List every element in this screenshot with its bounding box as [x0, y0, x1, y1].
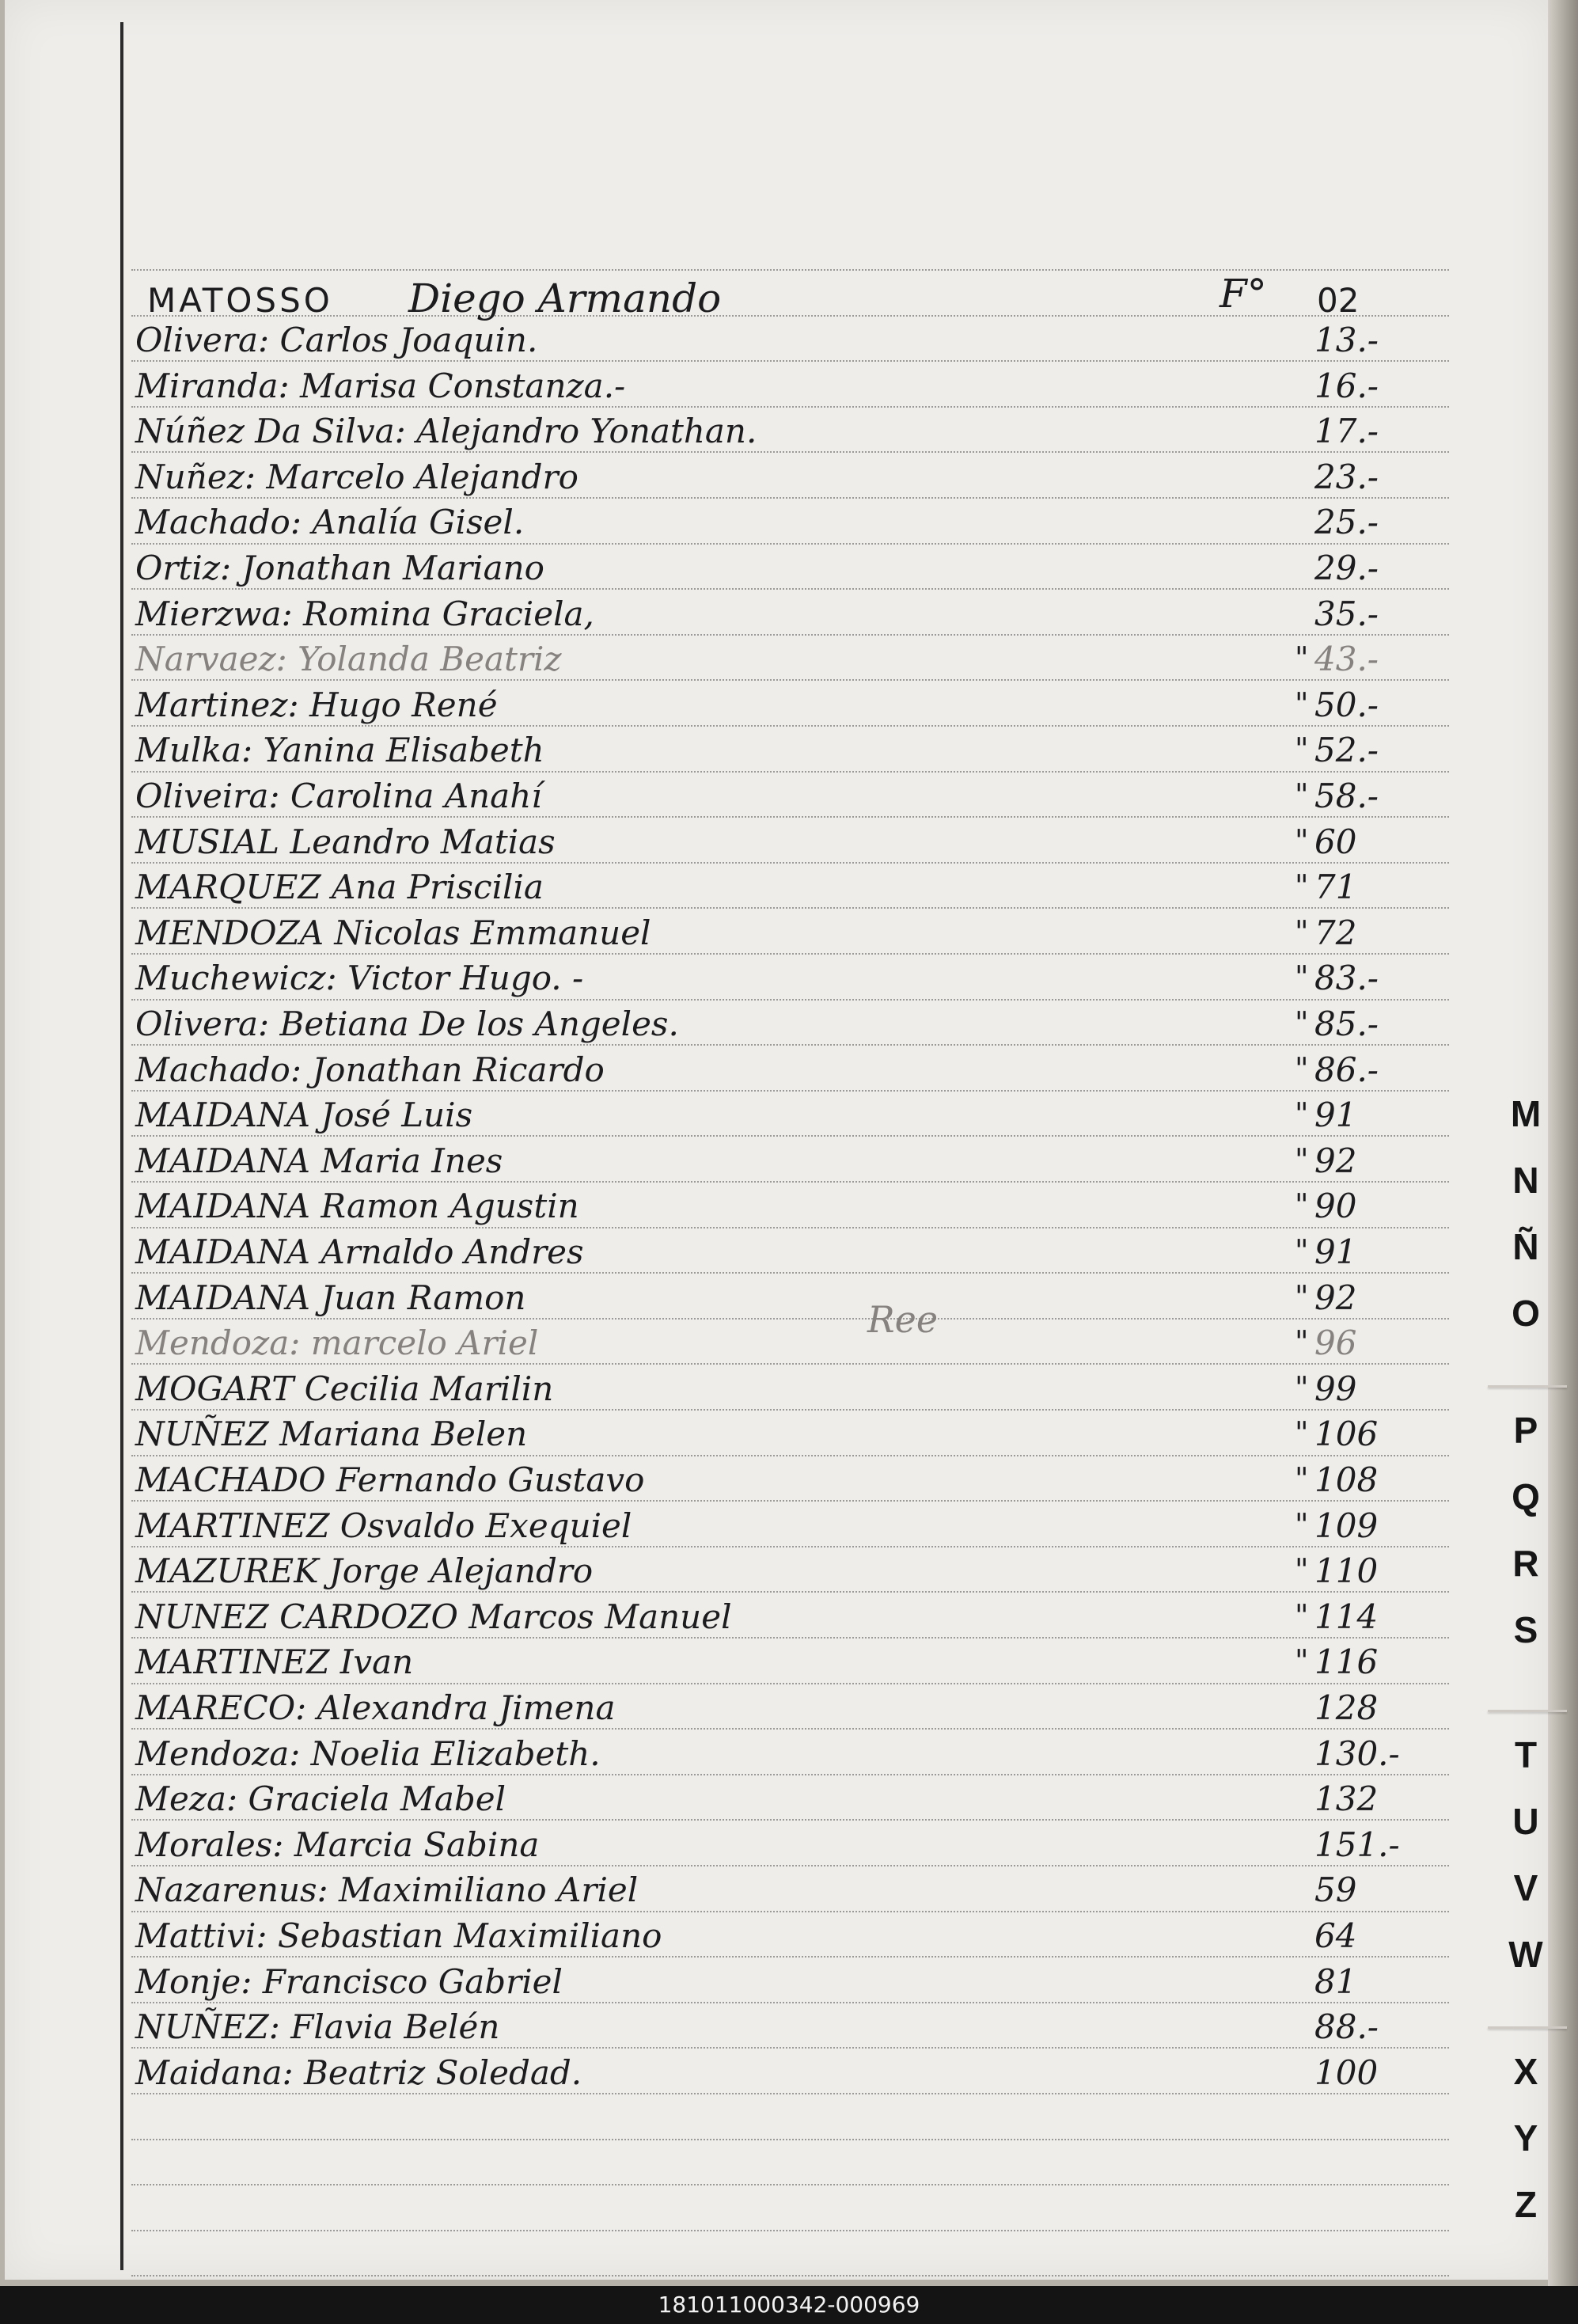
entry-name: Maidana: Beatriz Soledad. [135, 2052, 582, 2092]
ledger-entry [5, 636, 1429, 683]
entry-folio: 60 [1314, 822, 1357, 861]
entry-folio: 25.- [1314, 503, 1379, 542]
ledger-entry [5, 1593, 1429, 1641]
ledger-entry [5, 1411, 1429, 1458]
entry-folio: 109 [1314, 1506, 1379, 1545]
tab-letter[interactable]: Ñ [1512, 1226, 1539, 1267]
ledger-entry [5, 1639, 1429, 1686]
folio-number: 02 [1317, 281, 1360, 320]
entry-folio: 83.- [1314, 959, 1379, 998]
ledger-entry [5, 1320, 1429, 1367]
entry-name: MAIDANA Arnaldo Andres [135, 1232, 584, 1271]
tab-letter[interactable]: Q [1512, 1476, 1540, 1517]
ditto-mark: " [1295, 1552, 1309, 1588]
entry-folio: 114 [1314, 1597, 1379, 1636]
entry-folio: 52.- [1314, 731, 1379, 770]
ditto-mark: " [1295, 1461, 1309, 1496]
ledger-entry [5, 1137, 1429, 1185]
entry-name: Muchewicz: Victor Hugo. - [135, 959, 584, 998]
entry-folio: 71 [1314, 868, 1357, 907]
entry-folio: 100 [1314, 2052, 1379, 2092]
entry-folio: 91 [1314, 1232, 1357, 1271]
entry-folio: 16.- [1314, 366, 1379, 405]
entry-folio: 43.- [1314, 640, 1379, 679]
entry-name: MAZUREK Jorge Alejandro [135, 1551, 594, 1591]
entry-folio: 90 [1314, 1187, 1357, 1226]
entry-name: MOGART Cecilia Marilin [135, 1369, 554, 1408]
ruled-line [131, 2275, 1449, 2277]
tab-letter[interactable]: W [1508, 1934, 1543, 1975]
tab-divider [1488, 2026, 1567, 2029]
ledger-entry [5, 1183, 1429, 1230]
entry-name: NUÑEZ: Flavia Belén [135, 2007, 500, 2047]
entry-folio: 151.- [1314, 1825, 1400, 1864]
ruled-line [131, 2184, 1449, 2185]
entry-name: MACHADO Fernando Gustavo [135, 1460, 645, 1499]
ledger-entry [5, 2049, 1429, 2097]
entry-folio: 96 [1314, 1323, 1357, 1363]
ledger-entry [5, 1365, 1429, 1413]
entry-name: MARECO: Alexandra Jimena [135, 1688, 616, 1727]
ledger-entry [5, 682, 1429, 729]
entry-name: Olivera: Betiana De los Angeles. [135, 1004, 679, 1043]
entry-name: Mulka: Yanina Elisabeth [135, 731, 544, 770]
entry-name: Morales: Marcia Sabina [135, 1825, 540, 1864]
entry-folio: 72 [1314, 913, 1357, 952]
folio-label: F° [1220, 271, 1267, 317]
entry-folio: 50.- [1314, 685, 1379, 724]
entry-name: NUÑEZ Mariana Belen [135, 1415, 528, 1454]
entry-name: MARTINEZ Osvaldo Exequiel [135, 1506, 632, 1545]
entry-name: Mendoza: Noelia Elizabeth. [135, 1734, 601, 1773]
ledger-entry [5, 1866, 1429, 1914]
entry-folio: 130.- [1314, 1734, 1400, 1773]
entry-folio: 91 [1314, 1096, 1357, 1135]
tab-divider [1488, 1385, 1567, 1388]
entry-name: Mattivi: Sebastian Maximiliano [135, 1916, 662, 1955]
entry-folio: 64 [1314, 1916, 1357, 1955]
entry-folio: 110 [1314, 1551, 1379, 1591]
ledger-entry [5, 1958, 1429, 2006]
ditto-mark: " [1295, 777, 1309, 812]
ditto-mark: " [1295, 913, 1309, 949]
ditto-mark: " [1295, 1141, 1309, 1177]
ruled-line [131, 2139, 1449, 2140]
entry-folio: 108 [1314, 1460, 1379, 1499]
entry-name: Mendoza: marcelo Ariel [135, 1323, 539, 1363]
entry-folio: 17.- [1314, 412, 1379, 451]
ruled-line [131, 2230, 1449, 2231]
entry-folio: 59 [1314, 1870, 1357, 1910]
tab-letter[interactable]: T [1514, 1734, 1538, 1775]
tab-letter[interactable]: Z [1514, 2184, 1538, 2225]
entry-name: MAIDANA Ramon Agustin [135, 1187, 579, 1226]
entry-name: NUNEZ CARDOZO Marcos Manuel [135, 1597, 732, 1636]
tab-letter[interactable]: R [1512, 1543, 1539, 1584]
ditto-mark: " [1295, 1096, 1309, 1132]
ditto-mark: " [1295, 1005, 1309, 1040]
entry-folio: 23.- [1314, 457, 1379, 496]
ledger-entry [5, 1046, 1429, 1094]
entry-name: Oliveira: Carolina Anahí [135, 777, 542, 815]
entry-name: Núñez Da Silva: Alejandro Yonathan. [135, 412, 757, 451]
ledger-entry [5, 1001, 1429, 1048]
entry-name: MAIDANA José Luis [135, 1096, 473, 1135]
ledger-entry [5, 499, 1429, 546]
ditto-mark: " [1295, 1506, 1309, 1542]
entry-folio: 99 [1314, 1369, 1357, 1408]
header-given-names: Diego Armando [408, 275, 722, 321]
entry-folio: 35.- [1314, 594, 1379, 633]
image-id-footer [0, 2286, 1578, 2324]
ditto-mark: " [1295, 868, 1309, 904]
entry-name: Monje: Francisco Gabriel [135, 1961, 563, 2001]
entry-folio: 116 [1314, 1642, 1379, 1682]
entry-name: Nazarenus: Maximiliano Ariel [135, 1870, 639, 1910]
ledger-entry [5, 2003, 1429, 2051]
ledger-entry [5, 1547, 1429, 1595]
ledger-entry [5, 1775, 1429, 1823]
ledger-entry [5, 1684, 1429, 1732]
ditto-mark: " [1295, 1597, 1309, 1633]
entry-name: Olivera: Carlos Joaquin. [135, 321, 538, 359]
ditto-mark: " [1295, 1369, 1309, 1405]
entry-folio: 92 [1314, 1278, 1357, 1317]
ditto-mark: " [1295, 1643, 1309, 1679]
ditto-mark: " [1295, 731, 1309, 767]
ledger-entry [5, 864, 1429, 911]
ditto-mark: " [1295, 1187, 1309, 1223]
entry-name: MARTINEZ Ivan [135, 1642, 414, 1682]
tab-letter[interactable]: N [1512, 1160, 1539, 1201]
entry-folio: 128 [1314, 1688, 1379, 1727]
ditto-mark: " [1295, 959, 1309, 995]
entry-folio: 86.- [1314, 1050, 1379, 1089]
ledger-entry [5, 1821, 1429, 1869]
entry-name: Meza: Graciela Mabel [135, 1779, 506, 1819]
entry-folio: 92 [1314, 1141, 1357, 1180]
entry-folio: 58.- [1314, 777, 1379, 815]
alphabet-index-tabs [1472, 1092, 1575, 2240]
ditto-mark: " [1295, 1050, 1309, 1086]
ledger-entry [5, 363, 1429, 410]
entry-name: Machado: Jonathan Ricardo [135, 1050, 605, 1089]
image-id-label: 181011000342-000969 [658, 2292, 920, 2318]
ditto-mark: " [1295, 822, 1309, 858]
entry-name: MAIDANA Juan Ramon [135, 1278, 526, 1317]
entry-folio: 132 [1314, 1779, 1379, 1819]
entry-name: MENDOZA Nicolas Emmanuel [135, 913, 651, 952]
ledger-entry [5, 1730, 1429, 1778]
entry-name: Ortiz: Jonathan Mariano [135, 549, 544, 587]
ledger-entry [5, 955, 1429, 1002]
entry-folio: 106 [1314, 1415, 1379, 1454]
tab-divider [1488, 1710, 1567, 1712]
ledger-entry [5, 454, 1429, 501]
tab-letter[interactable]: U [1512, 1801, 1539, 1842]
ledger-entry [5, 1456, 1429, 1504]
ledger-entry [5, 1502, 1429, 1550]
tab-letter[interactable]: M [1510, 1093, 1542, 1134]
ledger-page [5, 0, 1548, 2280]
entry-name: Mierzwa: Romina Graciela, [135, 594, 594, 633]
entry-folio: 13.- [1314, 321, 1379, 359]
tab-letter[interactable]: O [1512, 1293, 1540, 1334]
ditto-mark: " [1295, 685, 1309, 721]
entry-name: Nuñez: Marcelo Alejandro [135, 457, 578, 496]
ledger-entry [5, 1912, 1429, 1960]
entry-name: Miranda: Marisa Constanza.- [135, 366, 626, 405]
ledger-entry [5, 1092, 1429, 1139]
tab-letter[interactable]: X [1513, 2051, 1538, 2092]
entry-name: Martinez: Hugo René [135, 685, 498, 724]
ledger-entry [5, 1228, 1429, 1276]
ledger-entry [5, 408, 1429, 455]
ledger-entry [5, 545, 1429, 592]
header-surname: MATOSSO [147, 281, 333, 320]
ledger-entry [5, 1274, 1429, 1322]
ditto-mark: " [1295, 1324, 1309, 1360]
tab-letter[interactable]: V [1513, 1867, 1538, 1908]
ledger-entry [5, 590, 1429, 638]
entry-name: Narvaez: Yolanda Beatriz [135, 640, 562, 679]
ditto-mark: " [1295, 1233, 1309, 1268]
margin-annotation: Ree [867, 1298, 939, 1341]
entry-folio: 81 [1314, 1961, 1357, 2001]
ledger-entry [5, 818, 1429, 866]
entry-name: MUSIAL Leandro Matias [135, 822, 556, 861]
entry-name: MARQUEZ Ana Priscilia [135, 868, 544, 907]
ditto-mark: " [1295, 640, 1309, 676]
ledger-entry [5, 317, 1429, 364]
ledger-entry [5, 909, 1429, 957]
tab-letter[interactable]: Y [1513, 2117, 1538, 2159]
ditto-mark: " [1295, 1278, 1309, 1314]
entry-name: Machado: Analía Gisel. [135, 503, 525, 542]
ledger-entry [5, 773, 1429, 820]
entry-folio: 29.- [1314, 549, 1379, 587]
ledger-entry [5, 727, 1429, 774]
tab-letter[interactable]: S [1513, 1609, 1538, 1650]
ditto-mark: " [1295, 1415, 1309, 1451]
entry-folio: 88.- [1314, 2007, 1379, 2047]
tab-letter[interactable]: P [1513, 1410, 1538, 1451]
entry-name: MAIDANA Maria Ines [135, 1141, 503, 1180]
entry-folio: 85.- [1314, 1004, 1379, 1043]
